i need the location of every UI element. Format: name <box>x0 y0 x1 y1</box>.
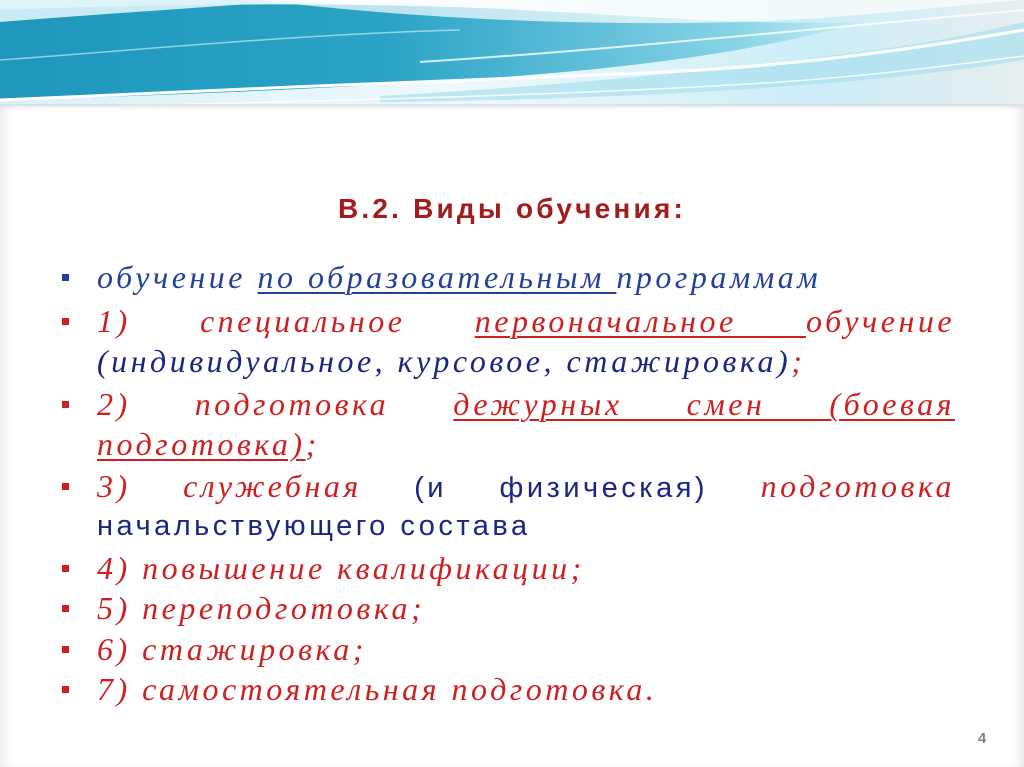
item-text: 5) переподготовка; <box>97 590 426 626</box>
list-item-line <box>97 257 955 297</box>
bullet-marker <box>62 605 69 612</box>
bullet-marker <box>62 565 69 572</box>
item-text: (индивидуальное, курсовое, стажировка) <box>97 343 792 379</box>
bullet-marker <box>62 686 69 693</box>
page-number: 4 <box>977 730 987 747</box>
item-text: ; <box>791 343 806 379</box>
item-text: 2) подготовка <box>97 386 454 422</box>
item-text: программам <box>616 259 822 295</box>
slide-title: В.2. Виды обучения: <box>337 193 687 224</box>
bullet-marker <box>62 483 69 490</box>
list-item-line <box>97 424 955 464</box>
item-text: 6) стажировка; <box>97 631 367 667</box>
bullet-marker <box>62 274 69 281</box>
list-item-line <box>97 504 955 544</box>
list-item-line <box>97 301 955 341</box>
item-text-underlined: по образовательным <box>257 259 617 295</box>
item-text: 7) самостоятельная подготовка. <box>97 671 658 707</box>
header-wave-banner <box>0 0 1024 112</box>
list-item-line <box>97 384 955 424</box>
item-text: обучение <box>97 259 258 295</box>
list-item-line <box>97 466 955 506</box>
list-item-line <box>97 669 955 709</box>
bullet-marker <box>62 646 69 653</box>
item-text: 4) повышение квалификации; <box>97 550 585 586</box>
item-text: 1) специальное <box>97 303 475 339</box>
list-item-line <box>97 588 955 628</box>
list-item-line <box>97 548 955 588</box>
list-item-line <box>97 341 955 381</box>
list-item-line <box>97 629 955 669</box>
item-text: ; <box>305 426 320 462</box>
item-text: подготовка <box>760 468 956 504</box>
item-text-underlined: первоначальное <box>474 303 807 339</box>
bullet-marker <box>62 401 69 408</box>
item-text: (и физическая) <box>414 472 761 504</box>
item-text: обучение <box>806 303 956 339</box>
item-text: 3) служебная <box>97 468 415 504</box>
item-text: начальствующего состава <box>97 510 531 542</box>
bullet-marker <box>62 318 69 325</box>
item-text-underlined: дежурных смен (боевая <box>453 386 956 422</box>
item-text-underlined: подготовка) <box>97 426 306 462</box>
